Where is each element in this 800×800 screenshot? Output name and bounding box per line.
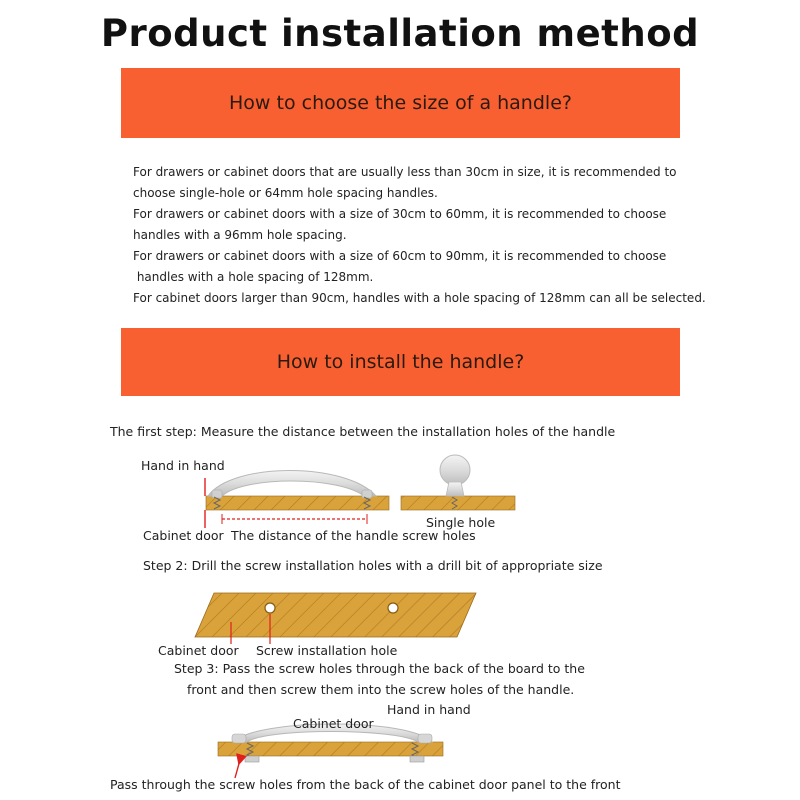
label-cabinet-door: Cabinet door [143, 528, 224, 543]
label-hole-distance: The distance of the handle screw holes [231, 528, 476, 543]
step1-handle-figure [205, 471, 389, 529]
step3-text-line2: front and then screw them into the screw holes of the handle. [187, 682, 575, 697]
label-screw-hole: Screw installation hole [256, 643, 398, 658]
paragraph-line: handles with a 96mm hole spacing. [133, 228, 347, 242]
arch-handle [208, 471, 376, 497]
step3-text-line1: Step 3: Pass the screw holes through the back of the board to the [174, 661, 585, 676]
paragraph-line: For drawers or cabinet doors with a size of 30cm to 60mm, it is recommended to choose [133, 207, 667, 221]
board-plank [401, 496, 515, 510]
paragraph-line: For cabinet doors larger than 90cm, handles with a hole spacing of 128mm can all be selected. [133, 291, 706, 305]
screw-hole-icon [388, 603, 398, 613]
paragraph-line: For drawers or cabinet doors with a size of 60cm to 90mm, it is recommended to choose [133, 249, 667, 263]
knob-icon [440, 455, 470, 485]
label-single-hole: Single hole [426, 515, 496, 530]
step1-text: The first step: Measure the distance between the installation holes of the handle [110, 424, 616, 439]
screw-hole-icon [265, 603, 275, 613]
label-hand-in-hand: Hand in hand [387, 702, 471, 717]
board-plank [218, 742, 443, 756]
step3-handle-figure [218, 724, 443, 778]
step2-text: Step 2: Drill the screw installation holes with a drill bit of appropriate size [143, 558, 603, 573]
label-hand-in-hand: Hand in hand [141, 458, 225, 473]
label-cabinet-door: Cabinet door [293, 716, 374, 731]
paragraph-line: choose single-hole or 64mm hole spacing handles. [133, 186, 438, 200]
paragraph-line: handles with a hole spacing of 128mm. [133, 270, 374, 284]
section-heading-install: How to install the handle? [276, 351, 525, 373]
section-heading-size: How to choose the size of a handle? [229, 92, 572, 114]
paragraph-line: For drawers or cabinet doors that are usually less than 30cm in size, it is recommended to [133, 165, 677, 179]
step2-board-figure [195, 593, 476, 644]
arrow-icon [235, 760, 240, 778]
step1-knob-figure [401, 455, 515, 510]
board-plank [195, 593, 476, 637]
board-plank [206, 496, 389, 510]
step3-footer-text: Pass through the screw holes from the back of the cabinet door panel to the front [110, 777, 621, 792]
label-cabinet-door: Cabinet door [158, 643, 239, 658]
page-title: Product installation method [100, 12, 700, 55]
